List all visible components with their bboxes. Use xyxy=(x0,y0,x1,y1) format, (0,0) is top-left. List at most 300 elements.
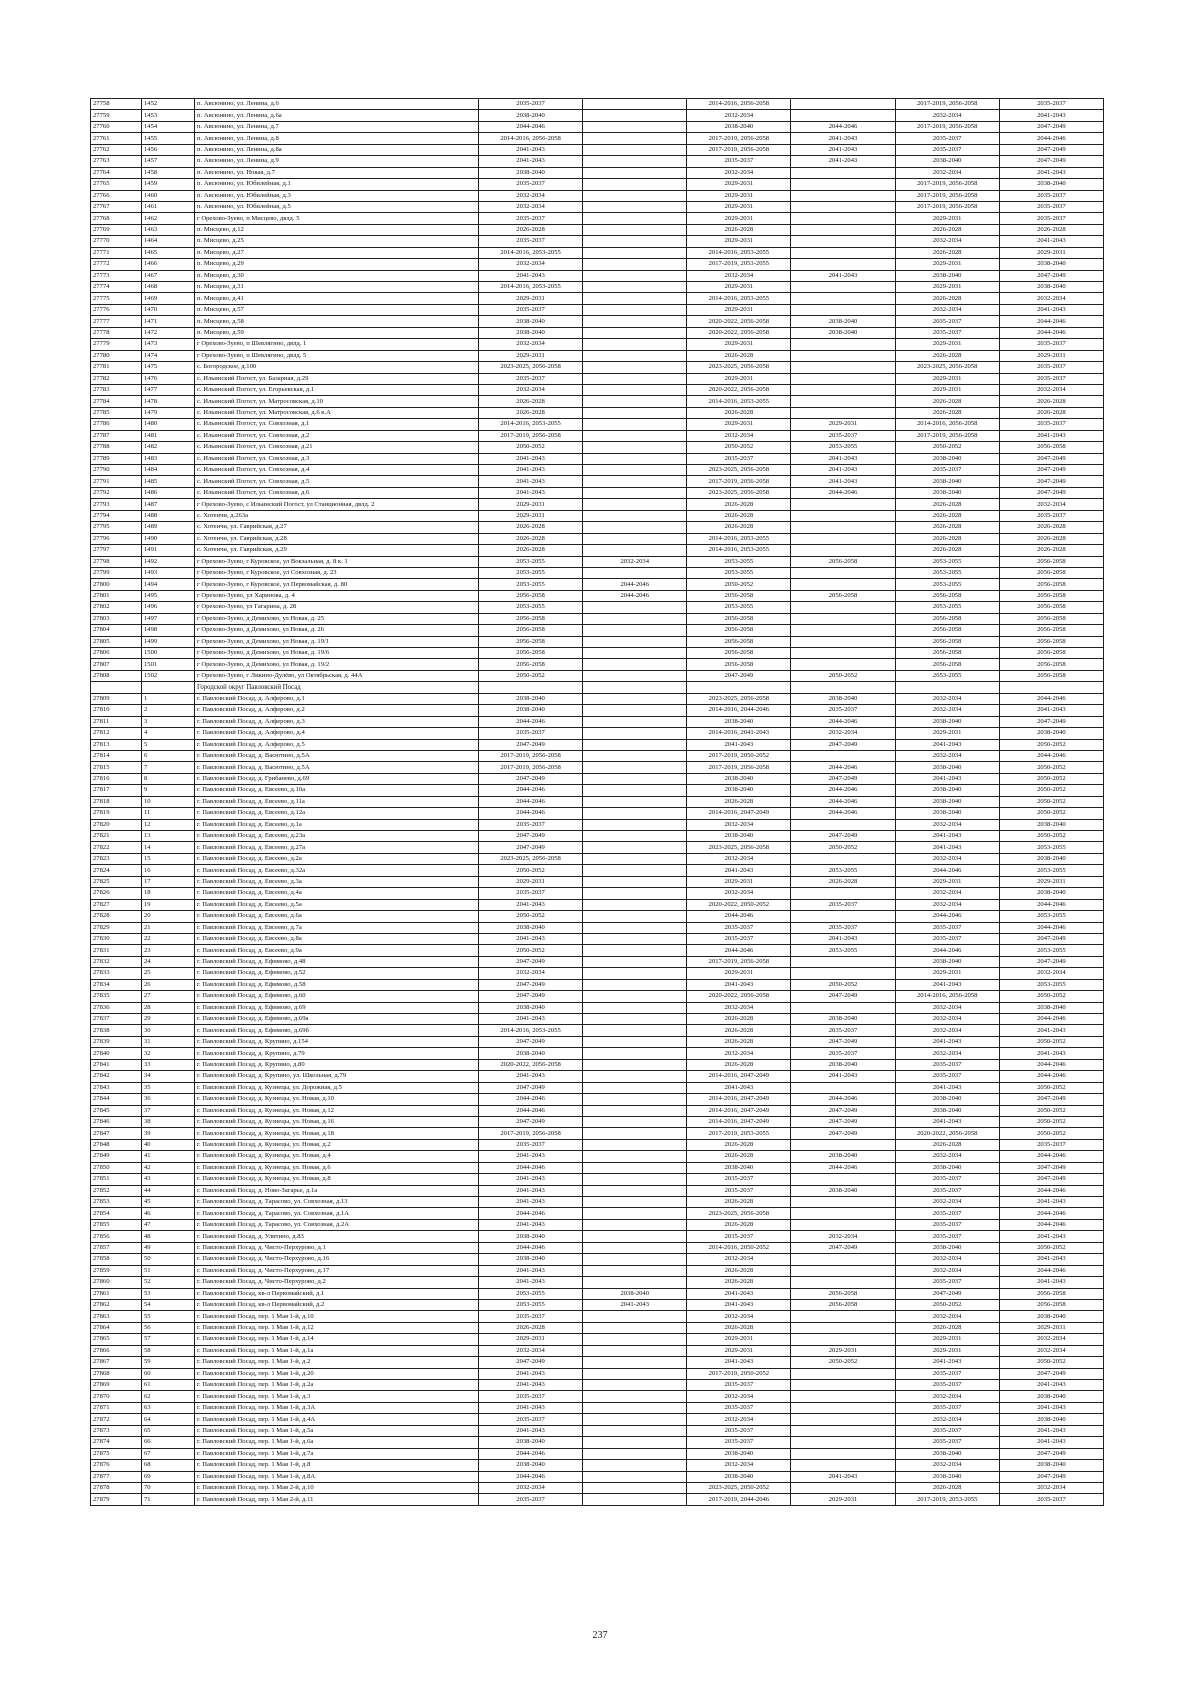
period-cell-2 xyxy=(583,1334,687,1345)
period-cell-2 xyxy=(583,911,687,922)
period-cell-5: 2017-2019, 2056-2058 xyxy=(895,99,999,110)
period-cell-3: 2023-2025, 2056-2058 xyxy=(687,842,791,853)
address-cell: с. Богородское, д.100 xyxy=(195,362,479,373)
period-cell-4 xyxy=(791,750,895,761)
period-cell-6: 2044-2046 xyxy=(999,922,1103,933)
record-id-cell: 27782 xyxy=(91,373,142,384)
address-cell: г. Павловский Посад, д. Кузнецы, ул. Новая, д.18 xyxy=(195,1128,479,1139)
period-cell-6: 2047-2049 xyxy=(999,487,1103,498)
record-id-cell: 27851 xyxy=(91,1174,142,1185)
period-cell-1: 2038-2040 xyxy=(479,1048,583,1059)
period-cell-5: 2032-2034 xyxy=(895,1460,999,1471)
address-cell: г Орехово-Зуево, д Демихово, ул Новая, д. 26 xyxy=(195,625,479,636)
period-cell-2 xyxy=(583,121,687,132)
item-number-cell: 38 xyxy=(142,1116,195,1127)
record-id-cell: 27866 xyxy=(91,1345,142,1356)
period-cell-4 xyxy=(791,1002,895,1013)
period-cell-4 xyxy=(791,613,895,624)
period-cell-5: 2032-2034 xyxy=(895,167,999,178)
item-number-cell: 1466 xyxy=(142,259,195,270)
period-cell-3: 2041-2043 xyxy=(687,1082,791,1093)
period-cell-3: 2035-2037 xyxy=(687,933,791,944)
table-row xyxy=(91,247,1104,258)
period-cell-2 xyxy=(583,1265,687,1276)
period-cell-5: 2026-2028 xyxy=(895,407,999,418)
period-cell-4 xyxy=(791,1414,895,1425)
period-cell-2 xyxy=(583,1391,687,1402)
period-cell-4: 2050-2052 xyxy=(791,842,895,853)
period-cell-1: 2044-2046 xyxy=(479,808,583,819)
period-cell-4: 2047-2049 xyxy=(791,1242,895,1253)
address-cell: п. Авсюнино, ул. Ленина, д.9 xyxy=(195,156,479,167)
address-cell: г. Павловский Посад, д. Евсеево, д.7а xyxy=(195,922,479,933)
period-cell-2 xyxy=(583,1082,687,1093)
record-id-cell: 27834 xyxy=(91,979,142,990)
table-row xyxy=(91,682,1104,693)
period-cell-5: 2038-2040 xyxy=(895,476,999,487)
table-row xyxy=(91,888,1104,899)
period-cell-3: 2041-2043 xyxy=(687,865,791,876)
period-cell-5: 2044-2046 xyxy=(895,865,999,876)
period-cell-3: 2014-2016, 2047-2049 xyxy=(687,808,791,819)
period-cell-2 xyxy=(583,282,687,293)
period-cell-1: 2035-2037 xyxy=(479,819,583,830)
period-cell-4: 2032-2034 xyxy=(791,728,895,739)
period-cell-6: 2056-2058 xyxy=(999,1288,1103,1299)
table-row xyxy=(91,1299,1104,1310)
period-cell-1: 2017-2019, 2056-2058 xyxy=(479,750,583,761)
period-cell-2 xyxy=(583,785,687,796)
period-cell-4: 2038-2040 xyxy=(791,1059,895,1070)
table-row xyxy=(91,1471,1104,1482)
period-cell-3: 2026-2028 xyxy=(687,1059,791,1070)
period-cell-3: 2026-2028 xyxy=(687,1277,791,1288)
period-cell-1: 2044-2046 xyxy=(479,1471,583,1482)
period-cell-1: 2041-2043 xyxy=(479,1425,583,1436)
period-cell-3: 2026-2028 xyxy=(687,1219,791,1230)
period-cell-5: 2032-2034 xyxy=(895,1311,999,1322)
period-cell-3: 2035-2037 xyxy=(687,156,791,167)
period-cell-3: 2038-2040 xyxy=(687,121,791,132)
period-cell-6: 2041-2043 xyxy=(999,1048,1103,1059)
record-id-cell: 27801 xyxy=(91,590,142,601)
period-cell-1: 2056-2058 xyxy=(479,590,583,601)
item-number-cell: 1483 xyxy=(142,453,195,464)
record-id-cell: 27791 xyxy=(91,476,142,487)
record-id-cell: 27786 xyxy=(91,419,142,430)
address-cell: г. Павловский Посад, д. Васютино, д.5А xyxy=(195,750,479,761)
period-cell-2 xyxy=(583,1471,687,1482)
period-cell-3: 2035-2037 xyxy=(687,1231,791,1242)
period-cell-4 xyxy=(791,956,895,967)
period-cell-6: 2032-2034 xyxy=(999,384,1103,395)
item-number-cell: 17 xyxy=(142,876,195,887)
record-id-cell: 27832 xyxy=(91,956,142,967)
table-row xyxy=(91,1277,1104,1288)
period-cell-3: 2017-2019, 2053-2055 xyxy=(687,1128,791,1139)
period-cell-6: 2035-2037 xyxy=(999,1139,1103,1150)
item-number-cell: 5 xyxy=(142,739,195,750)
item-number-cell: 1487 xyxy=(142,499,195,510)
period-cell-5: 2038-2040 xyxy=(895,487,999,498)
table-row xyxy=(91,865,1104,876)
item-number-cell: 26 xyxy=(142,979,195,990)
period-cell-6: 2041-2043 xyxy=(999,110,1103,121)
period-cell-6: 2047-2049 xyxy=(999,453,1103,464)
period-cell-2 xyxy=(583,476,687,487)
period-cell-6: 2053-2055 xyxy=(999,979,1103,990)
period-cell-5: 2035-2037 xyxy=(895,1208,999,1219)
address-cell: п. Авсюнино, ул. Юбилейная, д.5 xyxy=(195,201,479,212)
record-id-cell: 27783 xyxy=(91,384,142,395)
period-cell-1: 2014-2016, 2056-2058 xyxy=(479,133,583,144)
period-cell-2 xyxy=(583,1208,687,1219)
period-cell-5: 2029-2031 xyxy=(895,282,999,293)
address-cell: г. Павловский Посад, д. Евсеево, д.1а xyxy=(195,819,479,830)
address-cell: п. Авсюнино, ул. Новая, д.7 xyxy=(195,167,479,178)
address-cell: с. Ильинский Погост, ул. Совхозная, д.2 xyxy=(195,430,479,441)
period-cell-5: 2038-2040 xyxy=(895,1471,999,1482)
table-row xyxy=(91,373,1104,384)
period-cell-1: 2041-2043 xyxy=(479,156,583,167)
period-cell-2 xyxy=(583,1048,687,1059)
period-cell-2 xyxy=(583,979,687,990)
period-cell-6: 2041-2043 xyxy=(999,1425,1103,1436)
table-row xyxy=(91,1494,1104,1505)
period-cell-5: 2026-2028 xyxy=(895,1482,999,1493)
item-number-cell: 22 xyxy=(142,933,195,944)
table-row xyxy=(91,293,1104,304)
table-row xyxy=(91,487,1104,498)
period-cell-6: 2056-2058 xyxy=(999,1299,1103,1310)
period-cell-3: 2029-2031 xyxy=(687,236,791,247)
period-cell-5: 2032-2034 xyxy=(895,705,999,716)
record-id-cell: 27795 xyxy=(91,522,142,533)
table-row xyxy=(91,556,1104,567)
table-row xyxy=(91,224,1104,235)
record-id-cell: 27853 xyxy=(91,1197,142,1208)
table-row xyxy=(91,453,1104,464)
record-id-cell: 27805 xyxy=(91,636,142,647)
period-cell-6: 2029-2031 xyxy=(999,1322,1103,1333)
period-cell-2 xyxy=(583,991,687,1002)
period-cell-6: 2056-2058 xyxy=(999,567,1103,578)
address-cell: п. Мисцево, д.57 xyxy=(195,304,479,315)
period-cell-3: 2032-2034 xyxy=(687,819,791,830)
address-cell: г. Павловский Посад, д. Кузнецы, ул. Новая, д.6 xyxy=(195,1162,479,1173)
record-id-cell: 27803 xyxy=(91,613,142,624)
period-cell-3: 2026-2028 xyxy=(687,407,791,418)
period-cell-5: 2035-2037 xyxy=(895,922,999,933)
period-cell-6: 2044-2046 xyxy=(999,693,1103,704)
period-cell-1: 2053-2055 xyxy=(479,1288,583,1299)
table-row xyxy=(91,110,1104,121)
address-cell: г Орехово-Зуево, д Демихово, ул Новая, д. 25 xyxy=(195,613,479,624)
record-id-cell: 27767 xyxy=(91,201,142,212)
period-cell-1: 2038-2040 xyxy=(479,316,583,327)
address-cell: п. Авсюнино, ул. Юбилейная, д.1 xyxy=(195,179,479,190)
table-row xyxy=(91,419,1104,430)
address-cell: с. Хотеичи, ул. Гаврийская, д.27 xyxy=(195,522,479,533)
period-cell-6: 2035-2037 xyxy=(999,373,1103,384)
item-number-cell: 1482 xyxy=(142,442,195,453)
period-cell-1: 2041-2043 xyxy=(479,476,583,487)
period-cell-5: 2017-2019, 2053-2055 xyxy=(895,1494,999,1505)
period-cell-4: 2041-2043 xyxy=(791,1071,895,1082)
table-row xyxy=(91,1162,1104,1173)
address-cell: г Орехово-Зуево, с Ильинский Погост, ул Станционная, двлд. 2 xyxy=(195,499,479,510)
period-cell-2 xyxy=(583,750,687,761)
record-id-cell: 27852 xyxy=(91,1185,142,1196)
period-cell-1: 2047-2049 xyxy=(479,979,583,990)
period-cell-1: 2014-2016, 2053-2055 xyxy=(479,247,583,258)
address-cell: г. Павловский Посад, пер. 1 Мая 2-й, д.10 xyxy=(195,1482,479,1493)
item-number-cell: 60 xyxy=(142,1368,195,1379)
period-cell-3: 2014-2016, 2053-2055 xyxy=(687,533,791,544)
period-cell-2 xyxy=(583,796,687,807)
record-id-cell: 27762 xyxy=(91,144,142,155)
item-number-cell: 1461 xyxy=(142,201,195,212)
period-cell-6: 2050-2052 xyxy=(999,1242,1103,1253)
item-number-cell: 1484 xyxy=(142,465,195,476)
item-number-cell: 44 xyxy=(142,1185,195,1196)
period-cell-5: 2032-2034 xyxy=(895,1151,999,1162)
address-cell: г. Павловский Посад, д. Кузнецы, ул. Новая, д.16 xyxy=(195,1116,479,1127)
period-cell-6: 2056-2058 xyxy=(999,613,1103,624)
period-cell-1: 2032-2034 xyxy=(479,968,583,979)
period-cell-2 xyxy=(583,1368,687,1379)
period-cell-4 xyxy=(791,522,895,533)
address-cell: г. Павловский Посад, пер. 1 Мая 1-й, д.3 xyxy=(195,1391,479,1402)
period-cell-3: 2023-2025, 2056-2058 xyxy=(687,465,791,476)
period-cell-6: 2032-2034 xyxy=(999,499,1103,510)
period-cell-3: 2014-2016, 2047-2049 xyxy=(687,1071,791,1082)
period-cell-1: 2056-2058 xyxy=(479,648,583,659)
record-id-cell: 27858 xyxy=(91,1254,142,1265)
period-cell-1: 2047-2049 xyxy=(479,1116,583,1127)
period-cell-6: 2038-2040 xyxy=(999,282,1103,293)
record-id-cell: 27861 xyxy=(91,1288,142,1299)
period-cell-3: 2032-2034 xyxy=(687,853,791,864)
period-cell-3: 2056-2058 xyxy=(687,613,791,624)
period-cell-6: 2038-2040 xyxy=(999,259,1103,270)
period-cell-6: 2047-2049 xyxy=(999,1094,1103,1105)
period-cell-3: 2029-2031 xyxy=(687,190,791,201)
period-cell-6: 2041-2043 xyxy=(999,167,1103,178)
period-cell-4: 2053-2055 xyxy=(791,865,895,876)
period-cell-5: 2032-2034 xyxy=(895,1265,999,1276)
period-cell-5: 2026-2028 xyxy=(895,1139,999,1150)
period-cell-1: 2035-2037 xyxy=(479,1139,583,1150)
period-cell-5: 2032-2034 xyxy=(895,110,999,121)
period-cell-3: 2020-2022, 2056-2058 xyxy=(687,327,791,338)
item-number-cell: 46 xyxy=(142,1208,195,1219)
period-cell-1: 2029-2031 xyxy=(479,293,583,304)
address-cell: п. Мисцево, д.31 xyxy=(195,282,479,293)
item-number-cell: 28 xyxy=(142,1002,195,1013)
item-number-cell: 59 xyxy=(142,1357,195,1368)
period-cell-1: 2038-2040 xyxy=(479,1231,583,1242)
record-id-cell: 27792 xyxy=(91,487,142,498)
period-cell-2 xyxy=(583,1448,687,1459)
period-cell-6: 2029-2031 xyxy=(999,350,1103,361)
record-id-cell: 27770 xyxy=(91,236,142,247)
record-id-cell: 27798 xyxy=(91,556,142,567)
period-cell-5: 2026-2028 xyxy=(895,1322,999,1333)
period-cell-5: 2041-2043 xyxy=(895,739,999,750)
item-number-cell: 18 xyxy=(142,888,195,899)
address-cell: п. Мисцево, д.58 xyxy=(195,316,479,327)
period-cell-2 xyxy=(583,922,687,933)
record-id-cell: 27835 xyxy=(91,991,142,1002)
record-id-cell: 27837 xyxy=(91,1014,142,1025)
period-cell-4 xyxy=(791,510,895,521)
address-cell: с. Ильинский Погост, ул. Совхозная, д.21 xyxy=(195,442,479,453)
record-id-cell: 27871 xyxy=(91,1402,142,1413)
item-number-cell: 1464 xyxy=(142,236,195,247)
address-cell: п. Мисцево, д.25 xyxy=(195,236,479,247)
address-cell: г. Павловский Посад, пер. 1 Мая 1-й, д.2 xyxy=(195,1357,479,1368)
period-cell-1: 2047-2049 xyxy=(479,842,583,853)
period-cell-1: 2014-2016, 2053-2055 xyxy=(479,419,583,430)
period-cell-6: 2041-2043 xyxy=(999,1402,1103,1413)
period-cell-5: 2029-2031 xyxy=(895,968,999,979)
period-cell-5: 2050-2052 xyxy=(895,1299,999,1310)
period-cell-6: 2053-2055 xyxy=(999,865,1103,876)
period-cell-5: 2038-2040 xyxy=(895,156,999,167)
period-cell-4 xyxy=(791,236,895,247)
record-id-cell: 27818 xyxy=(91,796,142,807)
table-row xyxy=(91,911,1104,922)
period-cell-6: 2053-2055 xyxy=(999,945,1103,956)
period-cell-4: 2044-2046 xyxy=(791,808,895,819)
period-cell-1: 2017-2019, 2056-2058 xyxy=(479,762,583,773)
item-number-cell: 2 xyxy=(142,705,195,716)
record-id-cell: 27856 xyxy=(91,1231,142,1242)
period-cell-5: 2032-2034 xyxy=(895,1414,999,1425)
item-number-cell: 1471 xyxy=(142,316,195,327)
period-cell-1: 2023-2025, 2056-2058 xyxy=(479,362,583,373)
item-number-cell: 14 xyxy=(142,842,195,853)
period-cell-4: 2056-2058 xyxy=(791,590,895,601)
period-cell-2 xyxy=(583,1139,687,1150)
address-cell: с. Ильинский Погост, ул. Матросовская, д.6 к.А xyxy=(195,407,479,418)
period-cell-5: 2035-2037 xyxy=(895,1380,999,1391)
item-number-cell: 33 xyxy=(142,1059,195,1070)
period-cell-5: 2035-2037 xyxy=(895,1071,999,1082)
period-cell-5: 2017-2019, 2056-2058 xyxy=(895,179,999,190)
item-number-cell: 37 xyxy=(142,1105,195,1116)
table-row xyxy=(91,1082,1104,1093)
period-cell-4 xyxy=(791,247,895,258)
period-cell-1: 2044-2046 xyxy=(479,716,583,727)
period-cell-1: 2041-2043 xyxy=(479,899,583,910)
item-number-cell: 1488 xyxy=(142,510,195,521)
table-row xyxy=(91,1048,1104,1059)
period-cell-6: 2050-2052 xyxy=(999,1036,1103,1047)
period-cell-6: 2032-2034 xyxy=(999,968,1103,979)
record-id-cell: 27831 xyxy=(91,945,142,956)
item-number-cell: 30 xyxy=(142,1025,195,1036)
period-cell-6: 2038-2040 xyxy=(999,728,1103,739)
item-number-cell: 1457 xyxy=(142,156,195,167)
period-cell-6: 2026-2028 xyxy=(999,396,1103,407)
period-cell-2 xyxy=(583,1014,687,1025)
item-number-cell: 11 xyxy=(142,808,195,819)
table-row xyxy=(91,1288,1104,1299)
period-cell-2 xyxy=(583,144,687,155)
period-cell-5: 2047-2049 xyxy=(895,1288,999,1299)
period-cell-4: 2044-2046 xyxy=(791,1162,895,1173)
item-number-cell: 1473 xyxy=(142,339,195,350)
table-row xyxy=(91,853,1104,864)
period-cell-6: 2038-2040 xyxy=(999,819,1103,830)
address-cell: г. Павловский Посад, пер. 1 Мая 1-й, д.12 xyxy=(195,1322,479,1333)
table-row xyxy=(91,705,1104,716)
address-cell: с. Ильинский Погост, ул. Совхозная, д.6 xyxy=(195,487,479,498)
period-cell-5: 2035-2037 xyxy=(895,316,999,327)
record-id-cell: 27849 xyxy=(91,1151,142,1162)
table-row xyxy=(91,304,1104,315)
table-row xyxy=(91,876,1104,887)
record-id-cell: 27819 xyxy=(91,808,142,819)
period-cell-1: 2041-2043 xyxy=(479,1185,583,1196)
period-cell-1: 2038-2040 xyxy=(479,922,583,933)
period-cell-3 xyxy=(687,682,791,693)
table-row xyxy=(91,1094,1104,1105)
address-cell: г. Павловский Посад, д. Кузнецы, ул. Новая, д.4 xyxy=(195,1151,479,1162)
period-cell-2: 2038-2040 xyxy=(583,1288,687,1299)
period-cell-5: 2026-2028 xyxy=(895,522,999,533)
period-cell-3: 2020-2022, 2056-2058 xyxy=(687,384,791,395)
period-cell-5: 2026-2028 xyxy=(895,396,999,407)
period-cell-4 xyxy=(791,213,895,224)
period-cell-6: 2053-2055 xyxy=(999,842,1103,853)
period-cell-3: 2023-2025, 2056-2058 xyxy=(687,693,791,704)
item-number-cell: 42 xyxy=(142,1162,195,1173)
table-row xyxy=(91,430,1104,441)
period-cell-2 xyxy=(583,316,687,327)
period-cell-4 xyxy=(791,499,895,510)
period-cell-4: 2038-2040 xyxy=(791,316,895,327)
period-cell-2 xyxy=(583,1036,687,1047)
period-cell-4: 2026-2028 xyxy=(791,876,895,887)
record-id-cell: 27828 xyxy=(91,911,142,922)
item-number-cell: 1498 xyxy=(142,625,195,636)
period-cell-2 xyxy=(583,968,687,979)
table-row xyxy=(91,831,1104,842)
period-cell-6: 2047-2049 xyxy=(999,956,1103,967)
table-row xyxy=(91,785,1104,796)
item-number-cell: 10 xyxy=(142,796,195,807)
item-number-cell: 1480 xyxy=(142,419,195,430)
period-cell-4 xyxy=(791,625,895,636)
item-number-cell: 1500 xyxy=(142,648,195,659)
period-cell-3: 2017-2019, 2056-2058 xyxy=(687,762,791,773)
period-cell-2 xyxy=(583,545,687,556)
period-cell-3: 2029-2031 xyxy=(687,304,791,315)
period-cell-6: 2047-2049 xyxy=(999,1162,1103,1173)
period-cell-5: 2023-2025, 2056-2058 xyxy=(895,362,999,373)
period-cell-4 xyxy=(791,682,895,693)
period-cell-4 xyxy=(791,190,895,201)
record-id-cell: 27758 xyxy=(91,99,142,110)
period-cell-2 xyxy=(583,510,687,521)
table-row xyxy=(91,899,1104,910)
period-cell-3: 2029-2031 xyxy=(687,179,791,190)
table-row xyxy=(91,1311,1104,1322)
period-cell-1: 2056-2058 xyxy=(479,613,583,624)
